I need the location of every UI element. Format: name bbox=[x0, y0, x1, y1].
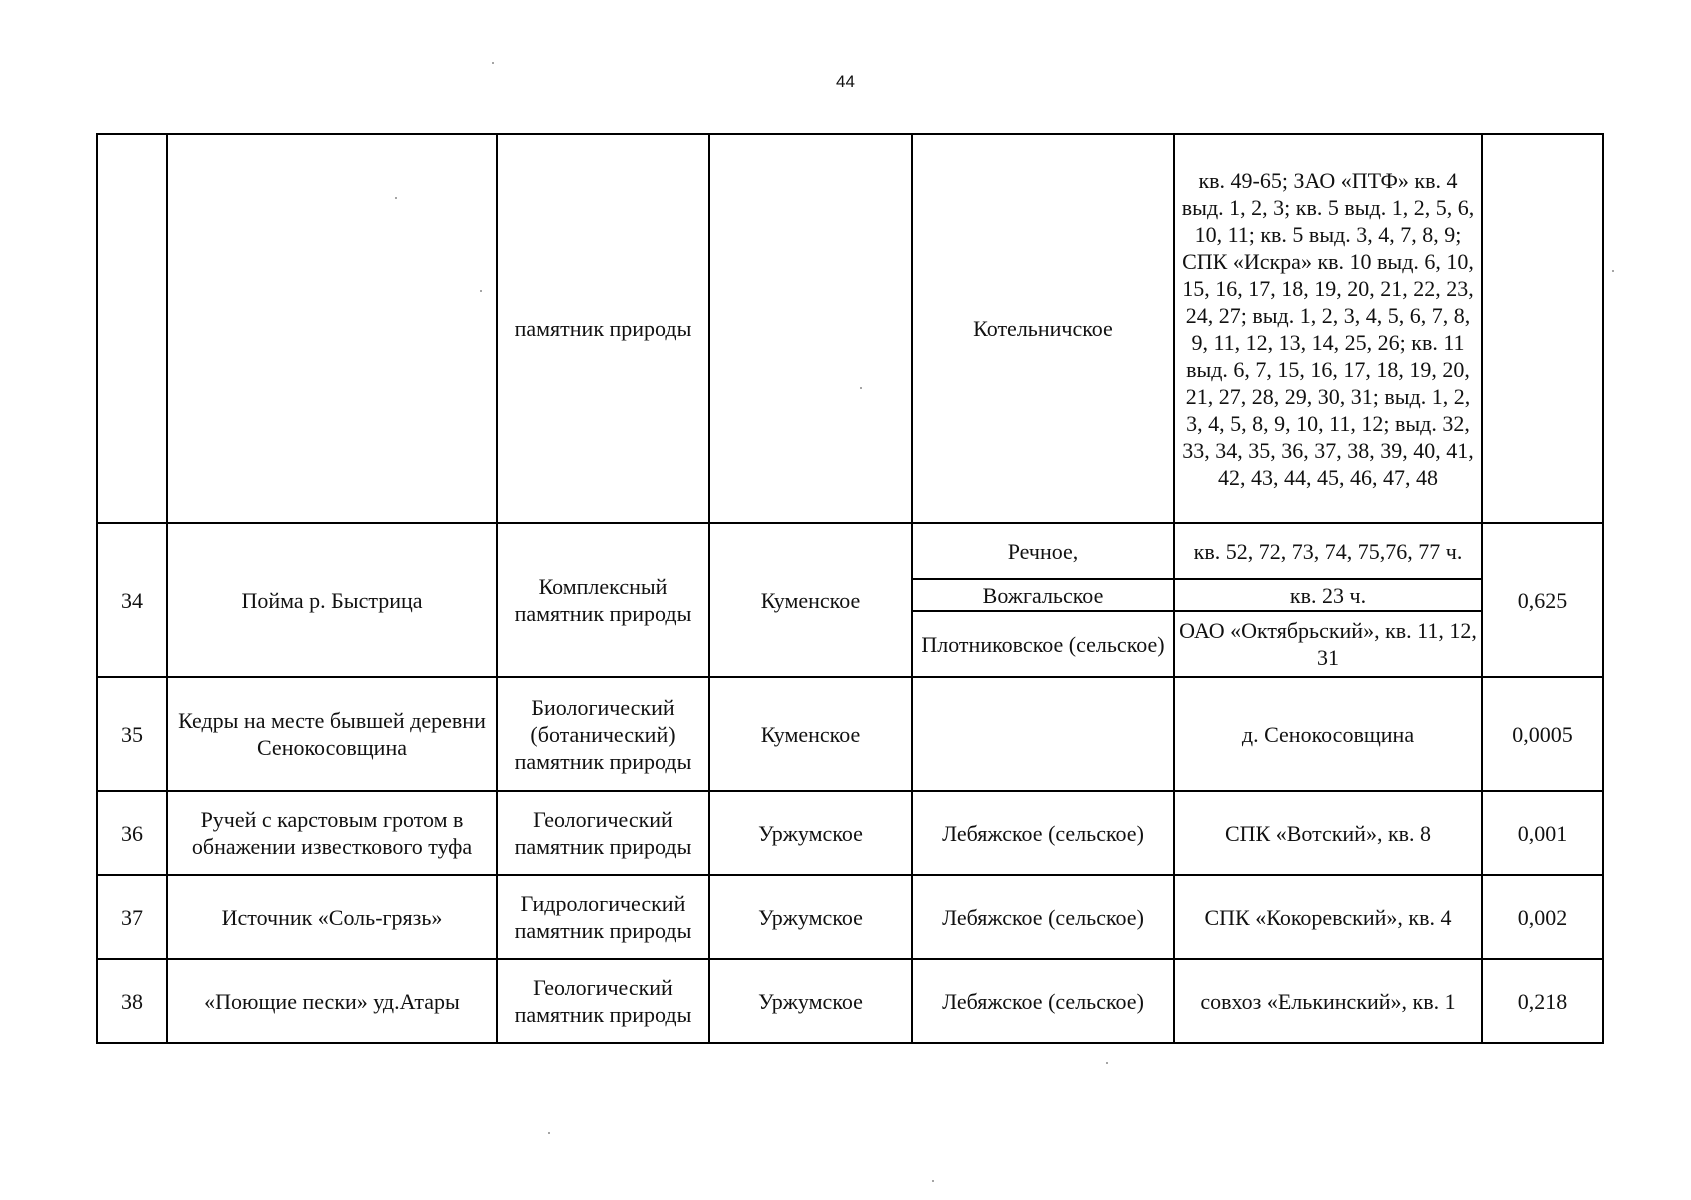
forestry-cell bbox=[912, 677, 1174, 791]
forestry-cell: Котельничское bbox=[912, 134, 1174, 523]
num-cell: 34 bbox=[97, 523, 167, 677]
type-cell: Геологический памятник природы bbox=[497, 959, 709, 1043]
quarters-cell: кв. 52, 72, 73, 74, 75,76, 77 ч. bbox=[1174, 523, 1482, 579]
table-row bbox=[97, 875, 1603, 959]
continuation-row bbox=[97, 134, 1603, 523]
name-cell: Пойма р. Быстрица bbox=[167, 523, 497, 677]
scan-speck bbox=[548, 1132, 550, 1134]
num-cell: 38 bbox=[97, 959, 167, 1043]
type-cell: Биологический (ботанический) памятник природы bbox=[497, 677, 709, 791]
district-cell: Уржумское bbox=[709, 875, 912, 959]
forestry-cell: Лебяжское (сельское) bbox=[912, 959, 1174, 1043]
quarters-cell: СПК «Вотский», кв. 8 bbox=[1174, 791, 1482, 875]
forestry-cell: Вожгальское bbox=[912, 579, 1174, 611]
district-cell bbox=[709, 134, 912, 523]
area-cell: 0,002 bbox=[1482, 875, 1603, 959]
name-cell bbox=[167, 134, 497, 523]
scan-speck bbox=[860, 387, 862, 389]
type-cell: Геологический памятник природы bbox=[497, 791, 709, 875]
district-cell: Уржумское bbox=[709, 791, 912, 875]
name-cell: «Поющие пески» уд.Атары bbox=[167, 959, 497, 1043]
table-row bbox=[97, 959, 1603, 1043]
type-cell: памятник природы bbox=[497, 134, 709, 523]
natural-monuments-table bbox=[96, 133, 1604, 1044]
quarters-cell: ОАО «Октябрьский», кв. 11, 12, 31 bbox=[1174, 611, 1482, 677]
forestry-cell: Речное, bbox=[912, 523, 1174, 579]
scan-speck bbox=[492, 62, 494, 64]
scan-speck bbox=[932, 1180, 934, 1182]
quarters-cell: совхоз «Елькинский», кв. 1 bbox=[1174, 959, 1482, 1043]
area-cell: 0,218 bbox=[1482, 959, 1603, 1043]
scan-speck bbox=[1106, 1062, 1108, 1064]
area-cell: 0,625 bbox=[1482, 523, 1603, 677]
name-cell: Кедры на месте бывшей деревни Сенокосовщина bbox=[167, 677, 497, 791]
name-cell: Источник «Соль-грязь» bbox=[167, 875, 497, 959]
area-cell: 0,001 bbox=[1482, 791, 1603, 875]
num-cell: 35 bbox=[97, 677, 167, 791]
quarters-cell: д. Сенокосовщина bbox=[1174, 677, 1482, 791]
scan-speck bbox=[1612, 270, 1614, 272]
forestry-cell: Лебяжское (сельское) bbox=[912, 875, 1174, 959]
quarters-cell: кв. 49-65; ЗАО «ПТФ» кв. 4 выд. 1, 2, 3; кв. 5 выд. 1, 2, 5, 6, 10, 11; кв. 5 выд. 3, 4, 7, 8, 9; СПК «Искра» кв. 10 выд. 6, 10, 15, 16, 17, 18, 19, 20, 21, 22, 23, 24, 27; выд. 1, 2, 3, 4, 5, 6, 7, 8, 9, 11, 12, 13, 14, 25, 26; кв. 11 выд. 6, 7, 15, 16, 17, 18, 19, 20, 21, 27, 28, 29, 30, 31; выд. 1, 2, 3, 4, 5, 8, 9, 10, 11, 12; выд. 32, 33, 34, 35, 36, 37, 38, 39, 40, 41, 42, 43, 44, 45, 46, 47, 48 bbox=[1174, 134, 1482, 523]
area-cell: 0,0005 bbox=[1482, 677, 1603, 791]
num-cell: 36 bbox=[97, 791, 167, 875]
area-cell bbox=[1482, 134, 1603, 523]
num-cell: 37 bbox=[97, 875, 167, 959]
table-row bbox=[97, 523, 1603, 579]
scan-speck bbox=[480, 290, 482, 292]
forestry-cell: Плотниковское (сельское) bbox=[912, 611, 1174, 677]
page-number: 44 bbox=[836, 72, 855, 91]
forestry-cell: Лебяжское (сельское) bbox=[912, 791, 1174, 875]
num-cell bbox=[97, 134, 167, 523]
table-row bbox=[97, 791, 1603, 875]
district-cell: Уржумское bbox=[709, 959, 912, 1043]
quarters-cell: кв. 23 ч. bbox=[1174, 579, 1482, 611]
quarters-cell: СПК «Кокоревский», кв. 4 bbox=[1174, 875, 1482, 959]
type-cell: Комплексный памятник природы bbox=[497, 523, 709, 677]
name-cell: Ручей с карстовым гротом в обнажении известкового туфа bbox=[167, 791, 497, 875]
district-cell: Куменское bbox=[709, 677, 912, 791]
district-cell: Куменское bbox=[709, 523, 912, 677]
type-cell: Гидрологический памятник природы bbox=[497, 875, 709, 959]
scan-speck bbox=[395, 197, 397, 199]
table-row bbox=[97, 677, 1603, 791]
